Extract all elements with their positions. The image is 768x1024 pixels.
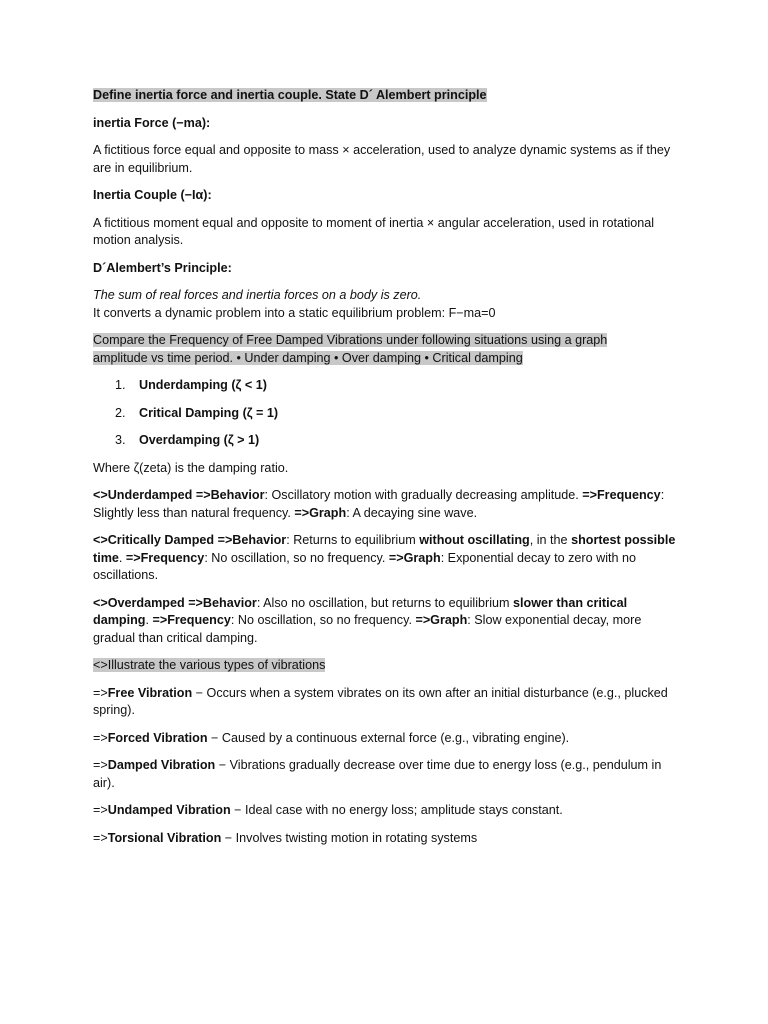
list-item <box>93 405 683 423</box>
dalembert-statement <box>93 287 683 305</box>
item-prefix: => <box>93 730 108 745</box>
document-body <box>93 87 683 847</box>
vibration-item-undamped <box>93 802 683 820</box>
critical-behavior-2: , in the <box>529 533 572 547</box>
critical-behavior-3: . <box>118 550 126 565</box>
item-text: − Caused by a continuous external force (e.g., vibrating engine). <box>207 730 570 745</box>
dalembert-title-text: D´Alembert’s Principle: <box>93 260 232 275</box>
zeta-note: Where ζ(zeta) is the damping ratio. <box>93 460 289 475</box>
vibration-item-damped <box>93 757 683 792</box>
item-prefix: => <box>93 830 108 845</box>
list-item <box>93 432 683 450</box>
vibration-item-free <box>93 685 683 720</box>
overdamped-bold-1: slower than critical damping <box>93 595 628 627</box>
question-2-heading <box>93 332 683 367</box>
underdamped-frequency: : Slightly less than natural frequency. <box>93 488 665 520</box>
item-label: Torsional Vibration <box>107 830 222 845</box>
overdamped-behavior-1: : Also no oscillation, but returns to equilibrium <box>256 595 514 610</box>
dalembert-text: It converts a dynamic problem into a static equilibrium problem: F−ma=0 <box>93 305 496 320</box>
inertia-couple-title <box>93 187 683 205</box>
item-label: Damped Vibration <box>107 758 216 772</box>
item-label: Free Vibration <box>107 685 193 700</box>
inertia-couple-title-text: Inertia Couple (−Iα): <box>93 188 212 202</box>
item-prefix: => <box>93 803 108 817</box>
item-text: − Vibrations gradually decrease over time due to energy loss (e.g., pendulum in air). <box>93 758 662 790</box>
overdamped-frequency: : No oscillation, so no frequency. <box>230 613 416 627</box>
question-3-heading <box>93 657 683 675</box>
critical-bold-2: shortest possible time <box>93 533 676 565</box>
overdamped-graph: : Slow exponential decay, more gradual than critical damping. <box>93 613 642 645</box>
critical-graph-label: =>Graph <box>388 550 441 565</box>
case-label: Underdamping (ζ < 1) <box>139 378 267 392</box>
overdamped-lead: <>Overdamped =>Behavior <box>93 595 257 610</box>
item-text: − Ideal case with no energy loss; amplitude stays constant. <box>230 803 563 817</box>
dalembert-italic: The sum of real forces and inertia forces on a body is zero. <box>93 288 422 302</box>
critical-behavior-1: : Returns to equilibrium <box>286 533 420 547</box>
underdamped-lead: <>Underdamped =>Behavior <box>93 488 265 502</box>
question-2-heading-line1: Compare the Frequency of Free Damped Vibrations under following situations using a graph <box>93 333 608 347</box>
critical-bold-1: without oscillating <box>419 533 530 547</box>
question-3-heading-text: <>Illustrate the various types of vibrations <box>93 658 326 672</box>
item-label: Forced Vibration <box>107 730 208 745</box>
critical-lead: <>Critically Damped =>Behavior <box>93 533 287 547</box>
list-number: 1. <box>115 378 126 392</box>
inertia-force-title-text: inertia Force (−ma): <box>93 115 211 130</box>
case-label: Critical Damping (ζ = 1) <box>139 405 279 420</box>
underdamped-graph: : A decaying sine wave. <box>346 505 478 520</box>
underdamped-paragraph <box>93 487 683 522</box>
list-item <box>93 377 683 395</box>
item-prefix: => <box>93 685 108 700</box>
list-number: 2. <box>115 405 126 420</box>
overdamped-behavior-2: . <box>145 613 153 627</box>
question-1-heading <box>93 87 683 105</box>
overdamped-frequency-label: =>Frequency <box>152 613 231 627</box>
critical-frequency-label: =>Frequency <box>125 550 205 565</box>
critical-frequency: : No oscillation, so no frequency. <box>204 550 389 565</box>
vibration-item-torsional <box>93 830 683 848</box>
list-number: 3. <box>115 433 126 447</box>
item-prefix: => <box>93 758 108 772</box>
item-text: − Occurs when a system vibrates on its own after an initial disturbance (e.g., plucked spring). <box>93 685 668 717</box>
case-label: Overdamping (ζ > 1) <box>139 433 260 447</box>
underdamped-frequency-label: =>Frequency <box>582 488 661 502</box>
inertia-force-title <box>93 115 683 133</box>
vibration-item-forced <box>93 730 683 748</box>
critically-damped-paragraph <box>93 532 683 585</box>
damping-cases-list <box>93 377 683 450</box>
overdamped-paragraph <box>93 595 683 648</box>
question-1-heading-text: Define inertia force and inertia couple. State D´ Alembert principle <box>93 88 487 102</box>
overdamped-graph-label: =>Graph <box>415 613 468 627</box>
inertia-couple-text: A fictitious moment equal and opposite to moment of inertia × angular acceleration, used in rotational motion analysis. <box>93 215 655 247</box>
underdamped-graph-label: =>Graph <box>294 505 347 520</box>
critical-graph: : Exponential decay to zero with no oscillations. <box>93 550 637 582</box>
underdamped-behavior: : Oscillatory motion with gradually decreasing amplitude. <box>264 488 583 502</box>
inertia-force-text: A fictitious force equal and opposite to mass × acceleration, used to analyze dynamic systems as if they are in equilibrium. <box>93 143 671 175</box>
dalembert-title <box>93 260 683 278</box>
item-text: − Involves twisting motion in rotating systems <box>221 830 478 845</box>
question-2-heading-line2: amplitude vs time period. • Under damping • Over damping • Critical damping <box>93 350 523 365</box>
item-label: Undamped Vibration <box>107 803 231 817</box>
